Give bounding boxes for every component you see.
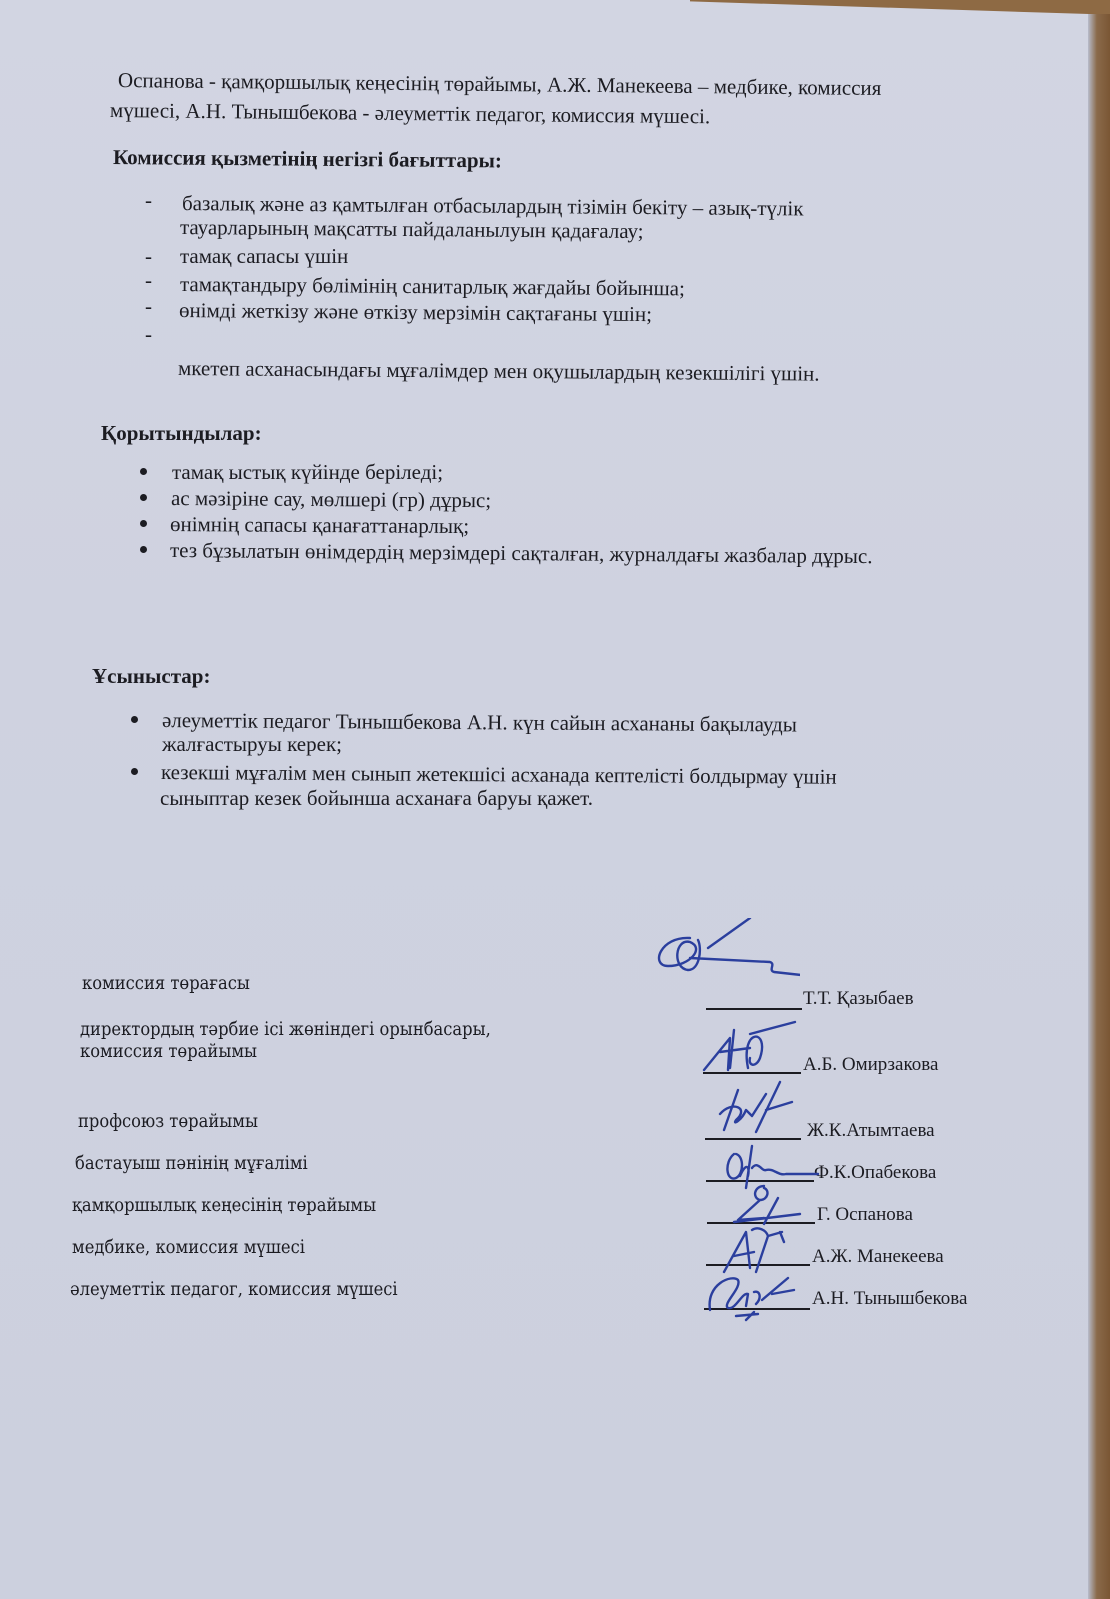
recommendation-item-continued: сыныптар кезек бойынша асханаға баруы қажет. — [160, 786, 594, 810]
signatory-role: әлеуметтік педагог, комиссия мүшесі — [70, 1278, 398, 1300]
signatory-name: А.Н. Тынышбекова — [812, 1288, 968, 1309]
dash-bullet: - — [145, 268, 152, 292]
signatory-name: А.Ж. Манекеева — [812, 1246, 944, 1267]
signature-line — [706, 1008, 802, 1010]
dash-bullet: - — [145, 294, 152, 318]
bullet-dot — [131, 768, 138, 775]
signatory-role: директордың тәрбие ісі жөніндегі орынбасары, — [80, 1018, 491, 1040]
direction-item: тамақ сапасы үшін — [180, 244, 349, 268]
bullet-dot — [140, 520, 147, 527]
recommendation-item-continued: жалғастыруы керек; — [162, 732, 342, 756]
signatory-name: Г. Оспанова — [817, 1204, 913, 1225]
bullet-dot — [140, 468, 147, 475]
signatory-role: медбике, комиссия мүшесі — [72, 1236, 305, 1258]
signatory-name: Ж.К.Атымтаева — [807, 1120, 935, 1141]
signatory-role: комиссия төрағасы — [82, 972, 250, 994]
signatory-name: Ф.К.Опабекова — [814, 1162, 937, 1183]
bullet-dot — [140, 546, 147, 553]
signature-kazybayev — [650, 918, 800, 998]
conclusion-item: ас мәзіріне сау, мөлшері (гр) дұрыс; — [170, 486, 492, 513]
signatory-name: Т.Т. Қазыбаев — [803, 988, 914, 1009]
section-heading-recommendations: Ұсыныстар: — [92, 664, 211, 688]
signature-tynyshbekova — [702, 1264, 812, 1324]
intro-line: мүшесі, А.Н. Тынышбекова - әлеуметтік педагог, комиссия мүшесі. — [109, 98, 711, 129]
direction-item-continued: тауарларының мақсатты пайдаланылуын қадағалау; — [179, 215, 644, 244]
signatory-name: А.Б. Омирзакова — [803, 1054, 939, 1075]
signature-atymtaeva — [712, 1080, 802, 1140]
direction-item: мкетеп асханасындағы мұғалімдер мен оқушылардың кезекшілігі үшін. — [177, 356, 820, 386]
signatory-role: профсоюз төрайымы — [78, 1110, 258, 1132]
intro-line: Оспанова - қамқоршылық кеңесінің төрайымы, А.Ж. Манекеева – медбике, комиссия — [117, 68, 882, 100]
section-heading-directions: Комиссия қызметінің негізгі бағыттары: — [112, 145, 503, 173]
signatory-role-continued: комиссия төрайымы — [80, 1040, 258, 1062]
section-heading-conclusions: Қорытындылар: — [101, 421, 262, 445]
bullet-dot — [140, 494, 147, 501]
signature-omirzakova — [700, 1018, 810, 1078]
conclusion-item: тез бұзылатын өнімдердің мерзімдері сақталған, журналдағы жазбалар дұрыс. — [169, 538, 873, 569]
recommendation-item: кезекші мұғалім мен сынып жетекшісі асханада кептелісті болдырмау үшін — [160, 760, 837, 789]
signatory-role: қамқоршылық кеңесінің төрайымы — [72, 1194, 377, 1216]
conclusion-item: өнімнің сапасы қанағаттанарлық; — [169, 512, 470, 539]
dash-bullet: - — [145, 188, 152, 212]
direction-item: тамақтандыру бөлімінің санитарлық жағдайы бойынша; — [179, 272, 685, 301]
signatory-role: бастауыш пәнінің мұғалімі — [75, 1152, 308, 1174]
direction-item: өнімді жеткізу және өткізу мерзімін сақтағаны үшін; — [178, 298, 653, 327]
dash-bullet: - — [145, 322, 152, 346]
recommendation-item: әлеуметтік педагог Тынышбекова А.Н. күн сайын асхананы бақылауды — [161, 708, 797, 737]
dash-bullet: - — [145, 244, 152, 268]
direction-item: базалық және аз қамтылған отбасылардың тізімін бекіту – азық-түлік — [181, 191, 804, 221]
conclusion-item: тамақ ыстық күйінде беріледі; — [172, 460, 444, 484]
bullet-dot — [131, 716, 138, 723]
